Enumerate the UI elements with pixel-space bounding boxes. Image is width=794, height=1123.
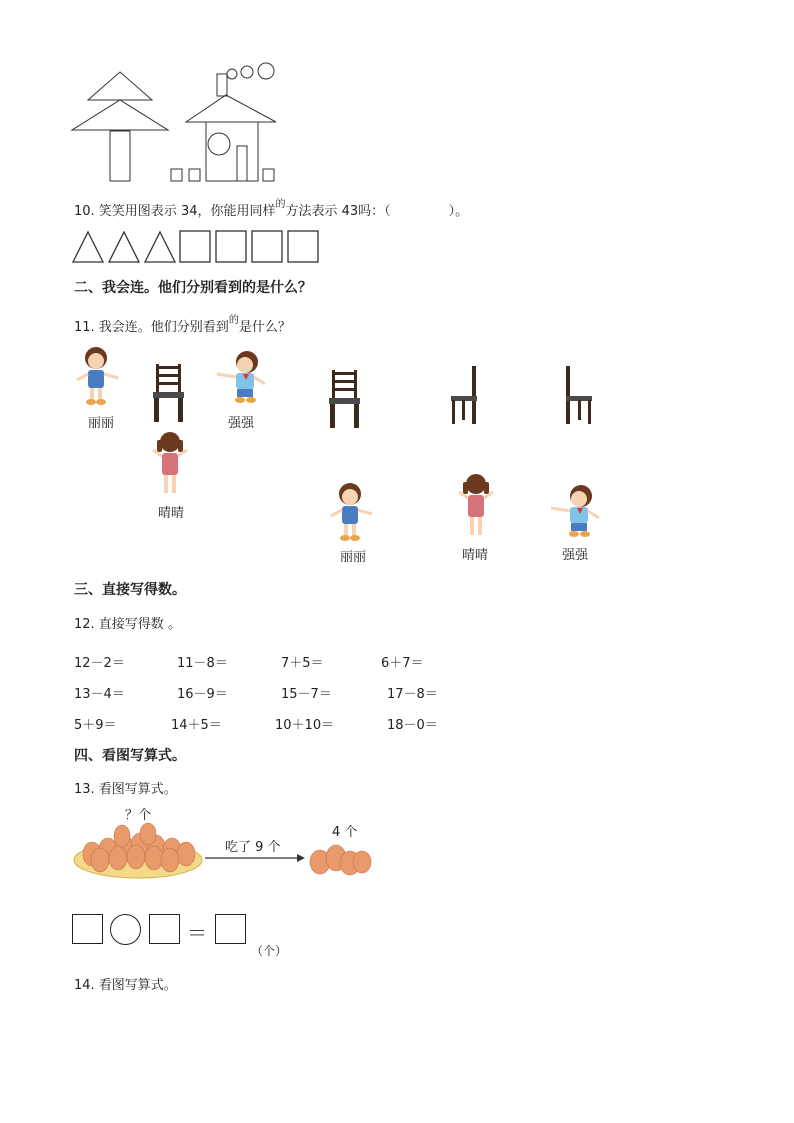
label-qiangqiang-2: 强强 [562,548,589,563]
arith-2-4: 17－8＝ [387,687,438,702]
tree-figure [70,70,170,185]
section4-title: 四、看图写算式。 [74,748,186,764]
unit-label: （个） [251,944,288,958]
label-lili-1: 丽丽 [88,416,115,431]
girl-qingqing-figure-2 [456,472,496,540]
equals-sign: ＝ [187,921,207,945]
section2-title: 二、我会连。他们分别看到的是什么？ [74,280,312,296]
arith-3-2: 14＋5＝ [171,718,222,733]
q11-text: 11. 我会连。他们分别看到$^的$是什么？ [74,315,291,335]
label-qiangqiang-1: 强强 [228,416,255,431]
q14-text: 14. 看图写算式。 [74,978,177,993]
label-qingqing-1: 晴晴 [158,506,185,521]
remaining-eggs-image [306,838,374,880]
ate-label: 吃了 9 个 [225,840,281,855]
q10-shapes [72,230,322,264]
remaining-label: 4 个 [332,825,358,840]
arith-3-3: 10＋10＝ [275,718,335,733]
operator-circle[interactable] [110,914,141,945]
arith-2-3: 15－7＝ [281,687,332,702]
boy-qiangqiang-figure-2 [547,484,603,540]
answer-box-1[interactable] [72,914,103,944]
q12-text: 12. 直接写得数 。 [74,617,181,632]
answer-box-2[interactable] [149,914,180,944]
arith-1-1: 12－2＝ [74,656,125,671]
label-qingqing-2: 晴晴 [462,548,489,563]
arith-1-4: 6＋7＝ [381,656,424,671]
boy-qiangqiang-figure [213,350,269,406]
unknown-count-label: ？个 [125,808,152,823]
chair-front-icon-2 [326,368,366,430]
answer-box-3[interactable] [215,914,246,944]
arith-2-1: 13－4＝ [74,687,125,702]
arith-2-2: 16－9＝ [177,687,228,702]
chair-side-left-icon [448,364,484,426]
arith-1-2: 11－8＝ [177,656,228,671]
girl-qingqing-figure [150,430,190,498]
arrow-icon [205,852,305,864]
arith-3-1: 5＋9＝ [74,718,117,733]
label-lili-2: 丽丽 [340,550,367,565]
arith-3-4: 18－0＝ [387,718,438,733]
arith-1-3: 7＋5＝ [281,656,324,671]
q10-text: 10. 笑笑用图表示 34，你能用同样$^的$方法表示 43吗：（ ）。 [74,199,469,219]
house-figure [168,60,283,185]
girl-lili-figure-2 [328,482,378,544]
section3-title: 三、直接写得数。 [74,582,186,598]
girl-lili-figure [74,346,124,408]
chair-front-icon [150,362,190,424]
chair-side-right-icon [560,364,596,426]
q13-text: 13. 看图写算式。 [74,782,177,797]
egg-plate-image [72,820,204,886]
